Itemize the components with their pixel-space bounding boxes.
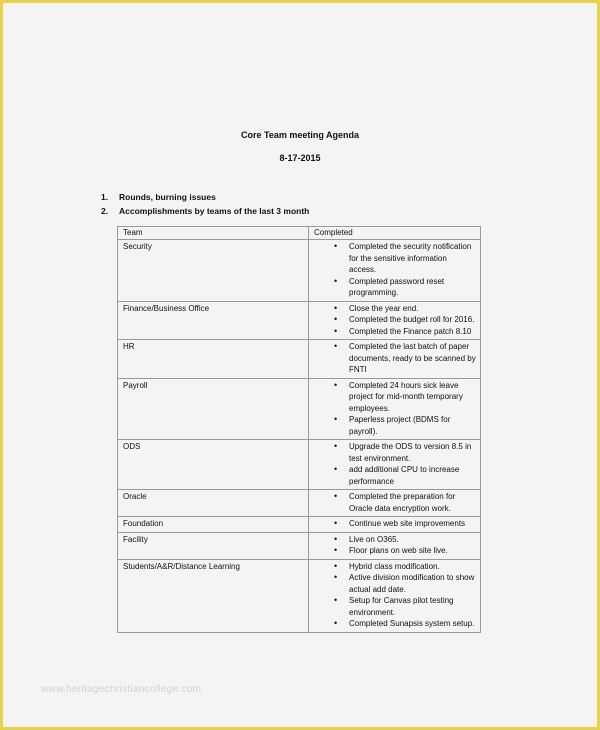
completed-cell [309, 490, 481, 517]
column-header-team: Team [118, 227, 309, 240]
completed-item: • Setup for Canvas pilot testing environment. [349, 595, 476, 618]
agenda-item [101, 190, 309, 204]
completed-list [314, 441, 476, 487]
agenda-list [101, 190, 309, 218]
team-cell: Security [118, 240, 309, 302]
completed-item: • Completed the security notification for the sensitive information access. [349, 241, 476, 276]
team-cell: HR [118, 340, 309, 379]
completed-item: • Live on O365. [349, 534, 476, 546]
completed-item: • Completed the preparation for Oracle data encryption work. [349, 491, 476, 514]
completed-item: • Completed 24 hours sick leave project for mid-month temporary employees. [349, 380, 476, 415]
completed-item: • Active division modification to show actual add date. [349, 572, 476, 595]
completed-cell [309, 378, 481, 440]
document-title: Core Team meeting Agenda [240, 130, 360, 140]
completed-item: • Paperless project (BDMS for payroll). [349, 414, 476, 437]
completed-cell [309, 240, 481, 302]
completed-cell [309, 517, 481, 533]
team-cell: Facility [118, 532, 309, 559]
completed-item: • Completed the last batch of paper documents, ready to be scanned by FNTI [349, 341, 476, 376]
completed-cell [309, 559, 481, 632]
agenda-item-text: Rounds, burning issues [119, 192, 216, 202]
table-row [118, 532, 481, 559]
agenda-item-text: Accomplishments by teams of the last 3 month [119, 206, 310, 216]
completed-item: • Upgrade the ODS to version 8.5 in test environment. [349, 441, 476, 464]
completed-list [314, 341, 476, 376]
agenda-item [101, 204, 309, 218]
table-header-row [118, 227, 481, 240]
completed-item: • Hybrid class modification. [349, 561, 476, 573]
completed-cell [309, 301, 481, 340]
table-row [118, 340, 481, 379]
table-row [118, 559, 481, 632]
column-header-completed: Completed [309, 227, 481, 240]
completed-item: • Completed Sunapsis system setup. [349, 618, 476, 630]
accomplishments-table [117, 226, 481, 633]
completed-item: • Completed the Finance patch 8.10 [349, 326, 476, 338]
completed-list [314, 561, 476, 630]
agenda-item-number: 2. [101, 206, 109, 216]
team-cell: Payroll [118, 378, 309, 440]
completed-item: • Continue web site improvements [349, 518, 476, 530]
completed-item: • add additional CPU to increase performance [349, 464, 476, 487]
table-row [118, 440, 481, 490]
completed-item: • Completed password reset programming. [349, 276, 476, 299]
team-cell: Finance/Business Office [118, 301, 309, 340]
completed-list [314, 534, 476, 557]
team-cell: ODS [118, 440, 309, 490]
completed-list [314, 491, 476, 514]
document-date: 8-17-2015 [279, 153, 321, 163]
table-row [118, 240, 481, 302]
completed-list [314, 303, 476, 338]
team-cell: Oracle [118, 490, 309, 517]
agenda-item-number: 1. [101, 192, 109, 202]
completed-item: • Floor plans on web site live. [349, 545, 476, 557]
completed-list [314, 241, 476, 299]
document-page [3, 3, 597, 727]
table-row [118, 378, 481, 440]
completed-item: • Close the year end. [349, 303, 476, 315]
team-cell: Students/A&R/Distance Learning [118, 559, 309, 632]
completed-cell [309, 532, 481, 559]
completed-list [314, 380, 476, 438]
completed-list [314, 518, 476, 530]
completed-cell [309, 340, 481, 379]
watermark: www.heritagechristiancollege.com [41, 684, 202, 695]
table-row [118, 301, 481, 340]
completed-cell [309, 440, 481, 490]
completed-item: • Completed the budget roll for 2016. [349, 314, 476, 326]
table-row [118, 490, 481, 517]
team-cell: Foundation [118, 517, 309, 533]
table-row [118, 517, 481, 533]
